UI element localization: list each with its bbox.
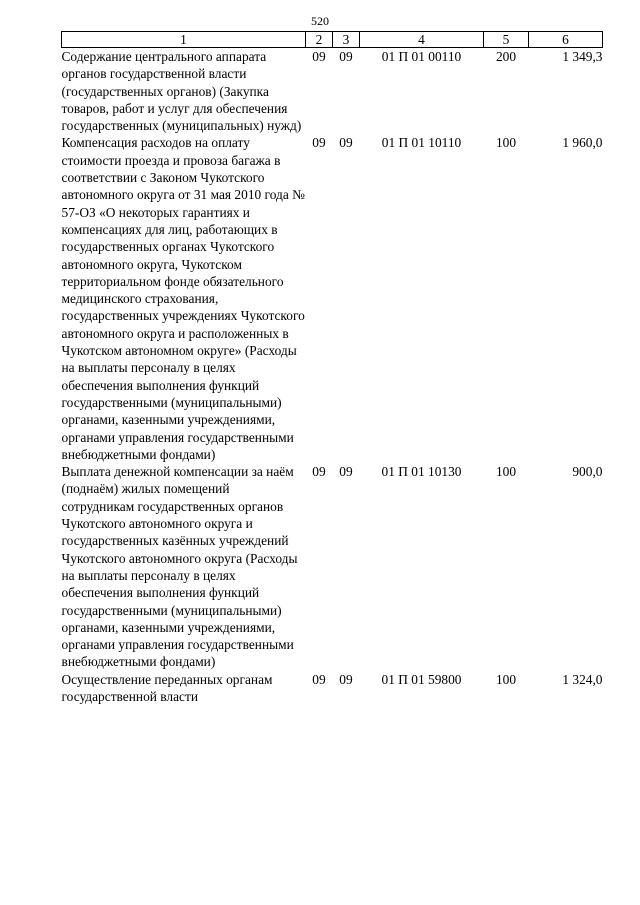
header-col-2: 2 bbox=[306, 32, 333, 48]
row-target-article: 01 П 01 10130 bbox=[381, 464, 462, 480]
row-expense-type: 100 bbox=[495, 135, 517, 151]
row-description: Выплата денежной компенсации за наём (поднаём) жилых помещений сотрудникам государственных органов Чукотского автономного округа и государственных казённых учреждений Чукотского автономного округа (Расходы на выплаты персоналу в целях обеспечения выполнения функций государственными (муниципальными) органами, казенными учреждениями, органами управления государственными внебюджетными фондами) bbox=[61, 464, 298, 670]
table-row bbox=[62, 463, 603, 671]
row-target-article: 01 П 01 00110 bbox=[381, 49, 462, 64]
row-target-article: 01 П 01 59800 bbox=[381, 671, 462, 687]
header-col-5: 5 bbox=[484, 32, 529, 48]
row-expense-type: 200 bbox=[495, 49, 517, 64]
row-subsection: 09 bbox=[339, 464, 353, 480]
row-description: Компенсация расходов на оплату стоимости проезда и провоза багажа в соответствии с Законом Чукотского автономного округа от 31 мая 2010 года № 57-ОЗ «О некоторых гарантиях и компенсациях для лиц, работающих в государственных органах Чукотского автономного округа, Чукотском территориальном фонде обязательного медицинского страхования, государственных учреждениях Чукотского автономного округа и расположенных в Чукотском автономном округе» (Расходы на выплаты персоналу в целях обеспечения выполнения функций государственными (муниципальными) органами, казенными учреждениями, органами управления государственными внебюджетными фондами) bbox=[61, 135, 305, 462]
header-row bbox=[62, 32, 603, 48]
row-subsection: 09 bbox=[339, 135, 353, 151]
table-row bbox=[62, 134, 603, 463]
row-subsection: 09 bbox=[339, 49, 353, 64]
header-col-3: 3 bbox=[333, 32, 360, 48]
row-target-article: 01 П 01 10110 bbox=[381, 135, 462, 151]
row-section: 09 bbox=[312, 49, 326, 64]
budget-table bbox=[61, 31, 603, 705]
row-amount: 900,0 bbox=[572, 464, 603, 480]
row-subsection: 09 bbox=[339, 671, 353, 687]
row-amount: 1 349,3 bbox=[562, 49, 603, 64]
row-section: 09 bbox=[312, 671, 326, 687]
row-description: Осуществление переданных органам государственной власти bbox=[61, 671, 273, 704]
row-section: 09 bbox=[312, 464, 326, 480]
row-expense-type: 100 bbox=[495, 671, 517, 687]
row-section: 09 bbox=[312, 135, 326, 151]
page-number: 520 bbox=[311, 14, 329, 28]
table-row bbox=[62, 48, 603, 135]
header-col-4: 4 bbox=[360, 32, 484, 48]
header-col-6: 6 bbox=[529, 32, 603, 48]
table-header bbox=[62, 32, 603, 48]
row-amount: 1 960,0 bbox=[562, 135, 603, 151]
row-expense-type: 100 bbox=[495, 464, 517, 480]
table-row bbox=[62, 671, 603, 706]
header-col-1: 1 bbox=[62, 32, 306, 48]
row-amount: 1 324,0 bbox=[562, 671, 603, 687]
row-description: Содержание центрального аппарата органов государственной власти (государственных органов) (Закупка товаров, работ и услуг для обеспечения государственных (муниципальных) нужд) bbox=[61, 49, 302, 134]
table-body bbox=[62, 48, 603, 706]
